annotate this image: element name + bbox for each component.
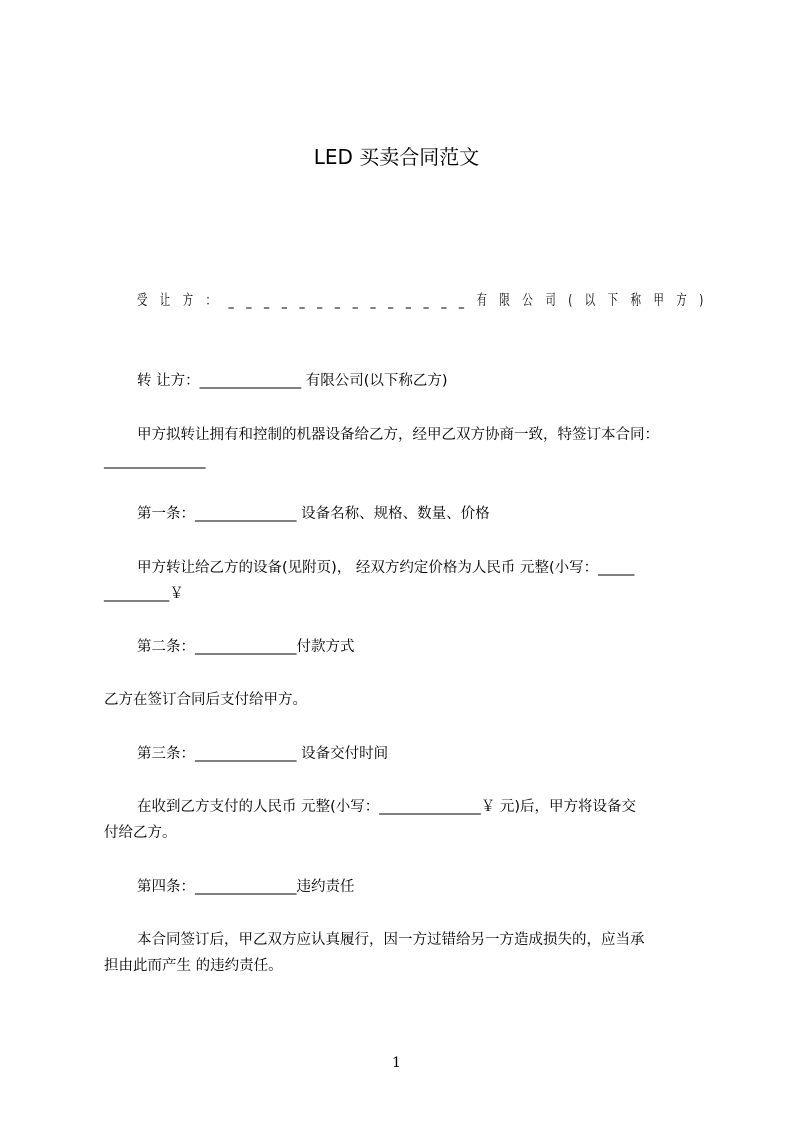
article-2-heading: 第二条：______________付款方式: [137, 639, 355, 655]
paragraph-intro: 甲方拟转让拥有和控制的机器设备给乙方，经甲乙双方协商一致，特签订本合同：: [137, 427, 659, 443]
article-4-body: 本合同签订后，甲乙双方应认真履行，因一方过错给另一方造成损失的，应当承: [137, 932, 645, 948]
page-number: 1: [392, 1055, 401, 1071]
paragraph-assignor: 转 让方：______________ 有限公司(以下称乙方): [137, 373, 448, 389]
article-3-heading: 第三条：______________ 设备交付时间: [137, 746, 389, 762]
article-1-heading: 第一条：______________ 设备名称、规格、数量、价格: [137, 506, 490, 522]
article-4-body-cont: 担由此而产生 的违约责任。: [104, 958, 283, 974]
document-title: LED 买卖合同范文: [313, 145, 480, 169]
article-2-body: 乙方在签订合同后支付给甲方。: [104, 692, 307, 708]
paragraph-assignee: 受 让 方 ： _ _ _ _ _ _ _ _ _ _ _ _ _ _ 有 限 公 司 ( 以 下 称 甲 方 ): [137, 293, 708, 309]
article-3-body: 在收到乙方支付的人民币 元整(小写：______________￥ 元)后，甲方将设备交: [137, 799, 637, 815]
paragraph-intro-blank: ______________: [104, 453, 206, 469]
article-4-heading: 第四条：______________违约责任: [137, 879, 355, 895]
article-1-body: 甲方转让给乙方的设备(见附页)， 经双方约定价格为人民币 元整(小写：_____: [137, 560, 635, 576]
article-1-body-cont: _________￥: [104, 586, 184, 602]
article-3-body-cont: 付给乙方。: [104, 825, 177, 841]
